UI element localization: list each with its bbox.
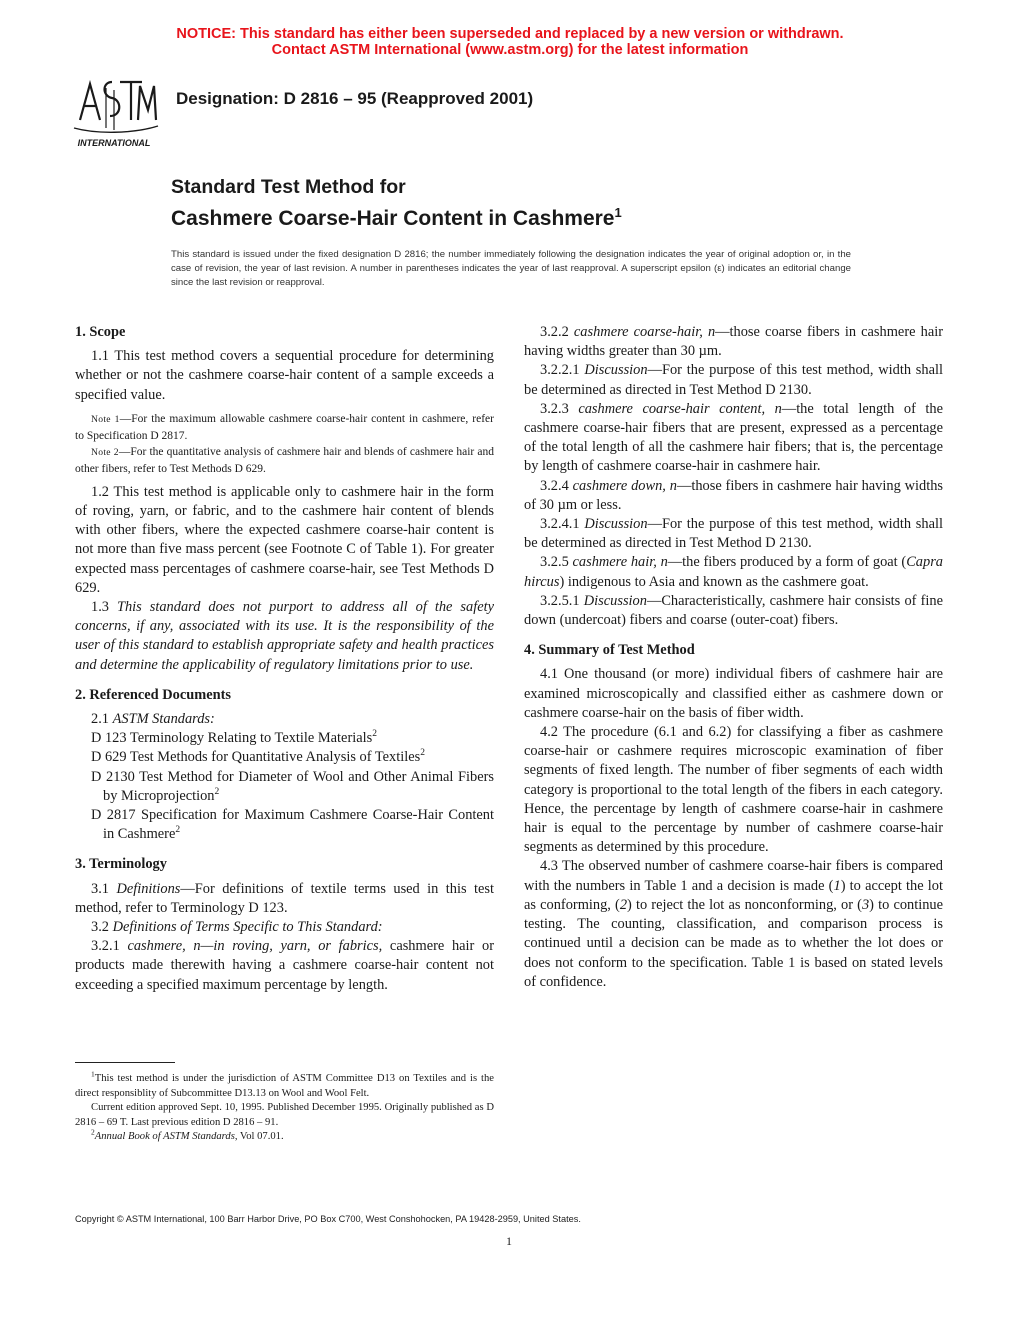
- list-number: 3: [861, 896, 870, 913]
- paragraph-1-2: 1.2 This test method is applicable only to cashmere hair in the form of roving, yarn, or fabric, and to the cashmere hair content of blends with other fibers, where the expected cashmere coarse-hair content is not more than five mass percent (see Footnote C of Table 1). For greater expected mass percentages of cashmere coarse-hair, see Test Methods D 629.: [75, 483, 494, 596]
- supersession-notice: [0, 26, 1020, 58]
- reference-text: D 2130 Test Method for Diameter of Wool and Other Animal Fibers by Microprojection: [91, 768, 494, 804]
- paragraph-3-2: [75, 918, 494, 937]
- paragraph-3-2-number: 3.2: [91, 919, 109, 936]
- paragraph-3-2-4-1: [524, 515, 943, 553]
- section-1-heading: 1. Scope: [75, 324, 126, 340]
- footnote-1-edition: Current edition approved Sept. 10, 1995. Published December 1995. Originally published as D 2816 – 69 T. Last previous edition D 2816 – 91.: [75, 1102, 494, 1128]
- paragraph-3-2-5: [524, 553, 943, 591]
- right-column: [524, 323, 943, 992]
- paragraph-3-2-5-1: [524, 592, 943, 630]
- definition-text: —For the purpose of this test method, width shall be determined as directed in Test Method D 2130.: [524, 362, 943, 398]
- paragraph-2-1-text: ASTM Standards:: [112, 711, 215, 728]
- note-1-text: —For the maximum allowable cashmere coarse-hair content in cashmere, refer to Specification D 2817.: [75, 412, 494, 442]
- paragraph-text: ) to accept the lot as conforming, (: [524, 877, 943, 913]
- paragraph-1-3: [75, 598, 494, 675]
- notice-line-1: NOTICE: This standard has either been superseded and replaced by a new version or withdrawn.: [176, 26, 844, 42]
- title-footnote-mark: 1: [614, 205, 622, 220]
- paragraph-3-2-3: [524, 400, 943, 477]
- title-line-2-text: Cashmere Coarse-Hair Content in Cashmere: [171, 207, 615, 230]
- paragraph-3-2-1-term: cashmere, n—in roving, yarn, or fabrics,: [127, 938, 383, 955]
- paragraph-1-3-number: 1.3: [91, 599, 109, 616]
- paragraph-3-2-1-number: 3.2.1: [91, 938, 120, 955]
- definition-text: ) indigenous to Asia and known as the cashmere goat.: [559, 573, 869, 590]
- paragraph-3-1-text: —For definitions of textile terms used in this test method, refer to Terminology D 123.: [75, 880, 494, 916]
- paragraph-number: 3.2.2.1: [540, 362, 580, 379]
- section-2-heading: 2. Referenced Documents: [75, 686, 231, 703]
- reference-text: D 2817 Specification for Maximum Cashmere Coarse-Hair Content in Cashmere: [91, 807, 494, 843]
- paragraph-4-1: 4.1 One thousand (or more) individual fibers of cashmere hair are examined microscopically and classified either as cashmere down or cashmere coarse-hair on the basis of fiber width.: [524, 666, 943, 721]
- paragraph-2-1-number: 2.1: [91, 711, 109, 728]
- term: cashmere coarse-hair, n: [573, 324, 716, 340]
- astm-logo: [66, 76, 162, 150]
- footnote-2: [75, 1127, 494, 1145]
- paragraph-3-1: [75, 880, 494, 918]
- reference-footnote-mark: 2: [420, 748, 425, 759]
- reference-footnote-mark: 2: [175, 825, 181, 836]
- footnote-2-text: , Vol 07.01.: [234, 1131, 284, 1143]
- title-line-2: [171, 200, 622, 232]
- designation: Designation: D 2816 – 95 (Reapproved 2001): [176, 89, 534, 108]
- issue-statement: This standard is issued under the fixed designation D 2816; the number immediately following the designation indicates the year of original adoption or, in the case of revision, the year of last revision. A number in parentheses indicates the year of last reapproval. A superscript epsilon (ε) indicates an editorial change since the last revision or reapproval.: [171, 249, 851, 288]
- paragraph-2-1: [75, 710, 494, 729]
- term: Discussion: [584, 516, 648, 533]
- section-3-heading: 3. Terminology: [75, 856, 167, 873]
- paragraph-3-2-1-text: cashmere hair or products made therewith having a cashmere coarse-hair content not exceeding a specified maximum percentage by length.: [75, 938, 494, 993]
- note-2-label: Note 2: [91, 446, 119, 458]
- paragraph-4-3: [524, 857, 943, 991]
- paragraph-3-2-1: [75, 937, 494, 995]
- definition-text: —the total length of the cashmere coarse-hair fibers that are present, expressed as a percentage of the total length of all the cashmere hair fibers; that is, the percentage by length of cashmere coarse-hair in cashmere hair.: [524, 400, 943, 475]
- paragraph-3-2-2-1: [524, 361, 943, 399]
- footnote-1-mark: 1: [91, 1069, 95, 1079]
- note-1: [75, 411, 494, 444]
- reference-footnote-mark: 2: [372, 729, 377, 740]
- logo-label: INTERNATIONAL: [77, 138, 151, 148]
- paragraph-3-1-term: Definitions: [116, 880, 181, 897]
- species-name: Capra hircus: [524, 554, 943, 590]
- paragraph-3-1-number: 3.1: [91, 880, 109, 897]
- paragraph-number: 3.2.5: [540, 554, 569, 571]
- definition-text: —the fibers produced by a form of goat (: [667, 554, 907, 571]
- note-2: [75, 444, 494, 477]
- term: cashmere down, n: [572, 477, 677, 494]
- paragraph-number: 3.2.4: [540, 477, 569, 494]
- left-column: [75, 323, 494, 995]
- term: cashmere hair, n: [572, 554, 668, 571]
- footnote-1: [75, 1069, 494, 1101]
- list-number: 2: [619, 896, 628, 913]
- paragraph-1-1: 1.1 This test method covers a sequential procedure for determining whether or not the cashmere coarse-hair content of a sample exceeds a specified value.: [75, 348, 494, 403]
- term: Discussion: [584, 362, 648, 379]
- term: cashmere coarse-hair content, n: [578, 400, 782, 417]
- paragraph-3-2-2: [524, 323, 943, 361]
- reference-footnote-mark: 2: [214, 787, 220, 798]
- paragraph-number: 3.2.3: [540, 400, 569, 417]
- paragraph-4-2: 4.2 The procedure (6.1 and 6.2) for classifying a fiber as cashmere coarse-hair or cashmere requires microscopic examination of fiber segments of fixed length. The number of fiber segments of each width category is proportional to the total length of the fibers in each category. Hence, the percentage by length of cashmere coarse-hair in cashmere hair is equal to the percentage by number of cashmere coarse-hair segments as determined by this procedure.: [524, 724, 943, 856]
- note-1-label: Note 1: [91, 413, 120, 425]
- paragraph-number: 3.2.5.1: [540, 592, 580, 609]
- paragraph-3-2-4: [524, 477, 943, 515]
- title-line-1: Standard Test Method for: [171, 176, 406, 198]
- definition-text: —Characteristically, cashmere hair consists of fine down (undercoat) fibers and coarse (outer-coat) fibers.: [524, 592, 943, 629]
- reference-item: [75, 768, 494, 806]
- footnote-2-mark: 2: [91, 1127, 95, 1137]
- footnote-divider: [75, 1062, 175, 1063]
- paragraph-text: ) to continue testing. The counting, classification, and comparison process is continued until a decision can be made as to whether the lot does or does not conform to the specification. Table 1 is based on stated levels of confidence.: [524, 896, 943, 990]
- definition-text: —those coarse fibers in cashmere hair having widths greater than 30 µm.: [524, 324, 943, 360]
- paragraph-number: 3.2.4.1: [540, 516, 580, 533]
- footnote-2-title: Annual Book of ASTM Standards: [94, 1131, 235, 1143]
- paragraph-1-3-text: This standard does not purport to address all of the safety concerns, if any, associated with its use. It is the responsibility of the user of this standard to establish appropriate safety and health practices and determine the applicability of regulatory limitations prior to use.: [75, 599, 494, 673]
- reference-item: [75, 806, 494, 844]
- paragraph-text: 4.3 The observed number of cashmere coarse-hair fibers is compared with the numbers in Table 1 and a decision is made (: [524, 858, 943, 894]
- copyright: Copyright © ASTM International, 100 Barr Harbor Drive, PO Box C700, West Conshohocken, PA 19428-2959, United States.: [75, 1214, 581, 1224]
- paragraph-text: ) to reject the lot as nonconforming, or (: [627, 896, 862, 913]
- reference-item: [75, 748, 494, 767]
- term: Discussion: [583, 592, 647, 609]
- notice-line-2: Contact ASTM International (www.astm.org) for the latest information: [271, 42, 749, 58]
- paragraph-number: 3.2.2: [540, 324, 569, 340]
- definition-text: —those fibers in cashmere hair having widths of 30 µm or less.: [524, 477, 943, 513]
- reference-text: D 123 Terminology Relating to Textile Materials: [91, 730, 373, 747]
- section-4-heading: 4. Summary of Test Method: [524, 642, 695, 659]
- page-number: 1: [506, 1234, 512, 1248]
- note-2-text: —For the quantitative analysis of cashmere hair and blends of cashmere hair and other fibers, refer to Test Methods D 629.: [75, 445, 494, 475]
- list-number: 1: [833, 877, 841, 894]
- footnote-1-text: This test method is under the jurisdiction of ASTM Committee D13 on Textiles and is the direct responsiblity of Subcommittee D13.13 on Wool and Wool Felt.: [75, 1073, 494, 1099]
- paragraph-3-2-text: Definitions of Terms Specific to This Standard:: [112, 919, 383, 936]
- reference-item: [75, 729, 494, 748]
- document-title: [171, 174, 622, 232]
- footnotes: [75, 1069, 494, 1145]
- definition-text: —For the purpose of this test method, width shall be determined as directed in Test Method D 2130.: [524, 516, 943, 552]
- reference-text: D 629 Test Methods for Quantitative Analysis of Textiles: [91, 749, 421, 766]
